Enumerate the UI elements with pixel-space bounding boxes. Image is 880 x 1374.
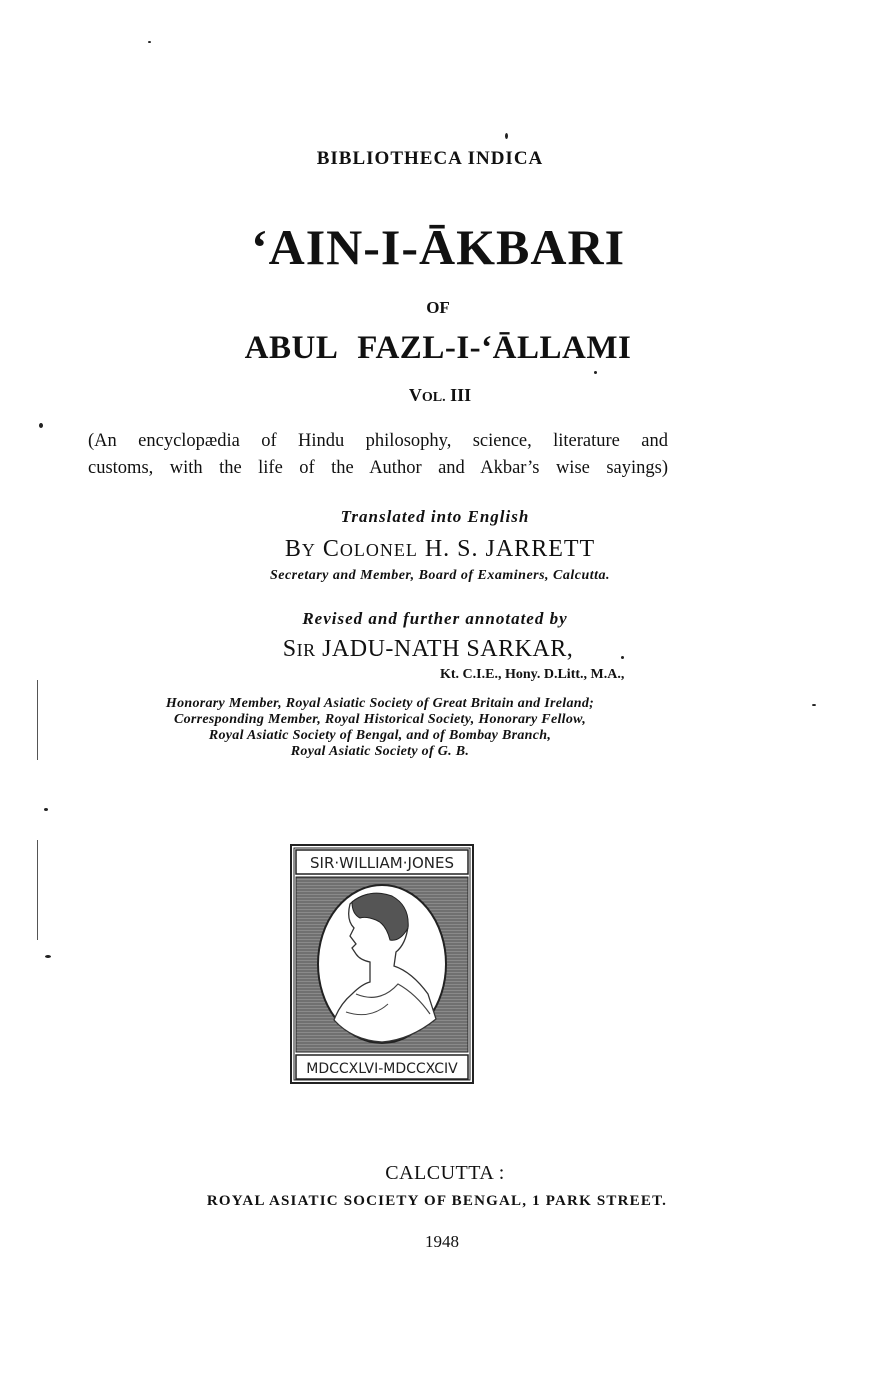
emblem-top-label: SIR·WILLIAM·JONES <box>310 854 454 872</box>
rank-cap: C <box>322 536 340 562</box>
reviser-memberships <box>0 696 820 760</box>
publication-place: CALCUTTA : <box>385 1162 505 1184</box>
translated-label: Translated into English <box>340 507 530 526</box>
membership-line: Corresponding Member, Royal Historical Society, Honorary Fellow, <box>173 712 587 727</box>
revised-label: Revised and further annotated by <box>302 609 568 628</box>
william-jones-emblem <box>290 844 474 1084</box>
portrait-medallion-icon <box>290 844 474 1084</box>
reviser-byline <box>0 636 868 663</box>
rank-smallcaps: OLONEL <box>339 540 418 560</box>
sir-smallcaps: IR <box>296 640 316 660</box>
scan-speck <box>505 133 508 139</box>
volume-number: III <box>450 385 472 405</box>
scan-edge-mark <box>37 680 38 760</box>
book-description <box>88 428 668 482</box>
scan-speck <box>621 656 624 659</box>
description-line: (An encyclopædia of Hindu philosophy, science, literature and <box>88 431 668 451</box>
scan-edge-mark <box>37 840 38 940</box>
scan-speck <box>594 371 597 374</box>
scan-speck <box>44 808 48 811</box>
scan-speck <box>148 41 151 43</box>
volume-prefix-smallcaps: OL. <box>421 390 446 405</box>
scan-speck <box>812 704 816 706</box>
author-name: ABUL FAZL-I-‘ĀLLAMI <box>244 330 632 366</box>
publisher: ROYAL ASIATIC SOCIETY OF BENGAL, 1 PARK STREET. <box>206 1193 668 1209</box>
sir-cap: S <box>282 636 297 662</box>
by-cap: B <box>284 536 302 562</box>
book-title: ‘AIN-I-ĀKBARI <box>250 219 626 275</box>
of-label: OF <box>426 298 450 317</box>
membership-line: Royal Asiatic Society of G. B. <box>290 744 470 759</box>
membership-line: Honorary Member, Royal Asiatic Society of Great Britain and Ireland; <box>165 696 595 711</box>
emblem-bottom-label: MDCCXLVI-MDCCXCIV <box>306 1061 458 1077</box>
scan-speck <box>39 423 43 428</box>
membership-line: Royal Asiatic Society of Bengal, and of Bombay Branch, <box>208 728 552 743</box>
by-smallcaps: Y <box>301 540 316 560</box>
reviser-honors: Kt. C.I.E., Hony. D.Litt., M.A., <box>440 667 625 682</box>
description-line: customs, with the life of the Author and Akbar’s wise sayings) <box>88 458 668 478</box>
translator-name: H. S. JARRETT <box>424 536 596 562</box>
series-title: BIBLIOTHECA INDICA <box>316 148 544 169</box>
publication-year: 1948 <box>425 1232 459 1251</box>
scan-speck <box>45 955 51 958</box>
volume-prefix: V <box>408 385 422 405</box>
volume-label <box>0 385 880 406</box>
translator-position: Secretary and Member, Board of Examiners, Calcutta. <box>269 568 611 583</box>
translator-byline <box>0 536 880 563</box>
reviser-name: JADU-NATH SARKAR, <box>322 636 574 662</box>
